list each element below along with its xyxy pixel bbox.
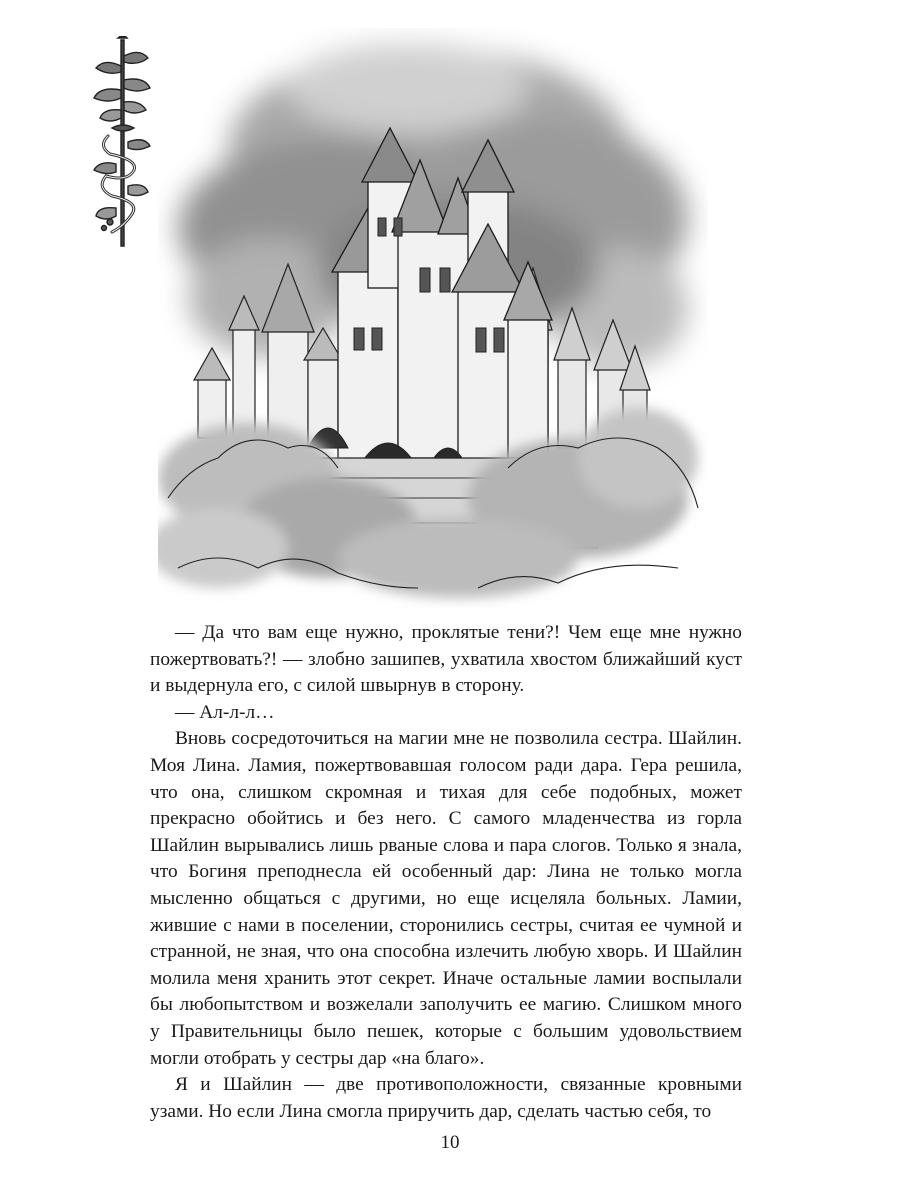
- paragraph: — Да что вам еще нужно, проклятые тени?! Чем еще мне нужно пожертвовать?! — злобно зашипев, ухватила хвостом ближайший куст и выдернула его, с силой швырнув в сторону.: [150, 622, 742, 697]
- paragraph: Я и Шайлин — две противоположности, связанные кровными узами. Но если Лина смогла приручить дар, сделать частью себя, то: [150, 1074, 742, 1122]
- paragraph: — Ал-л-л…: [175, 701, 275, 723]
- body-text: [150, 620, 742, 1125]
- page-number: 10: [440, 1132, 460, 1153]
- sword-snake-ornament: [88, 36, 158, 251]
- paragraph: Вновь сосредоточиться на магии мне не позволила сестра. Шайлин. Моя Лина. Ламия, пожертвовавшая голосом ради дара. Гера решила, что она, слишком скромная и тихая для себе подобных, может прекрасно обойтись и без него. С самого младенчества из горла Шайлин вырывались лишь рваные слова и пара слогов. Только я знала, что Богиня преподнесла ей особенный дар: Лина не только могла мысленно общаться с другими, но еще исцеляла больных. Ламии, жившие с нами в поселении, сторонились сестры, считая ее чумной и странной, не зная, что она способна излечить любую хворь. И Шайлин молила меня хранить этот секрет. Иначе остальные ламии воспылали бы любопытством и возжелали заполучить ее магию. Слишком много у Правительницы было пешек, которые с большим удовольствием могли отобрать у сестры дар «на благо».: [150, 728, 742, 1069]
- castle-illustration: [158, 28, 708, 608]
